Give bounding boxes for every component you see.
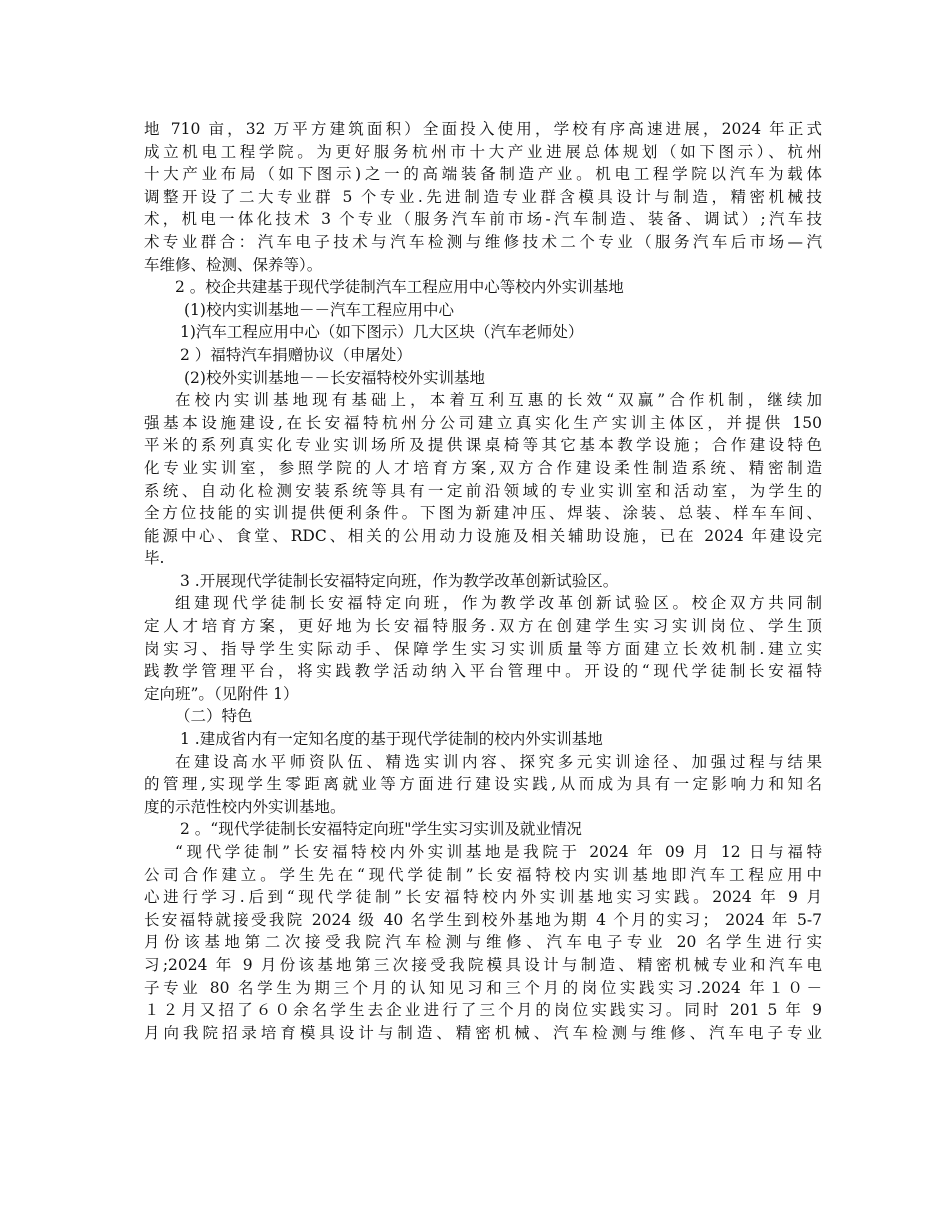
text-line: 子专业 80 名学生为期三个月的认知见习和三个月的岗位实践实习.2024 年１０－ — [144, 978, 822, 997]
text-line: 强基本设施建设,在长安福特杭州分公司建立真实化生产实训主体区，并提供 150 — [144, 413, 822, 432]
text-line: 2 ）福特汽车捐赠协议（申屠处） — [180, 345, 412, 364]
text-line: 公司合作建立。学生先在“现代学徒制”长安福特校内实训基地即汽车工程应用中 — [144, 865, 822, 884]
text-line: 习;2024 年 9 月份该基地第三次接受我院模具设计与制造、精密机械专业和汽车电 — [144, 955, 822, 974]
text-line: 1)汽车工程应用中心（如下图示）几大区块（汽车老师处） — [180, 323, 584, 342]
text-line: 在建设高水平师资队伍、精选实训内容、探究多元实训途径、加强过程与结果 — [175, 752, 822, 771]
text-line: 化专业实训室，参照学院的人才培育方案,双方合作建设柔性制造系统、精密制造 — [144, 458, 822, 477]
text-line: 车维修、检测、保养等）。 — [144, 255, 323, 274]
text-line: 心进行学习.后到“现代学徒制”长安福特校内外实训基地实习实践。2024 年 9 月 — [144, 888, 822, 907]
text-line: 1 .建成省内有一定知名度的基于现代学徒制的校内外实训基地 — [180, 730, 603, 749]
text-line: “现代学徒制”长安福特校内外实训基地是我院于 2024 年 09 月 12 日与福特 — [175, 843, 822, 861]
text-line: 月向我院招录培育模具设计与制造、精密机械、汽车检测与维修、汽车电子专业 — [144, 1023, 822, 1042]
text-line: 术专业群合：汽车电子技术与汽车检测与维修技术二个专业（服务汽车后市场—汽 — [144, 232, 822, 251]
text-line: （二）特色 — [175, 707, 253, 726]
text-line: 地 710 亩，32 万平方建筑面积）全面投入使用，学校有序高速进展，2024 年正式 — [144, 120, 822, 138]
text-line: 十大产业布局（如下图示)之一的高端装备制造产业。机电工程学院以汽车为载体 — [144, 165, 822, 184]
text-line: 岗实习、指导学生实际动手、保障学生实习实训质量等方面建立长效机制.建立实 — [144, 639, 822, 658]
text-line: 定人才培育方案，更好地为长安福特服务.双方在创建学生实习实训岗位、学生顶 — [144, 617, 822, 636]
text-line: 调整开设了二大专业群 5 个专业.先进制造专业群含模具设计与制造，精密机械技 — [144, 187, 822, 206]
text-line: 全方位技能的实训提供便利条件。下图为新建冲压、焊装、涂装、总装、样车车间、 — [144, 504, 822, 523]
text-line: 术，机电一体化技术 3 个专业（服务汽车前市场-汽车制造、装备、调试）;汽车技 — [144, 210, 822, 229]
text-line: 的管理,实现学生零距离就业等方面进行建设实践,从而成为具有一定影响力和知名 — [144, 775, 822, 794]
text-line: 3 .开展现代学徒制长安福特定向班，作为教学改革创新试验区。 — [180, 571, 619, 590]
text-line: 2 。“现代学徒制长安福特定向班"学生实习实训及就业情况 — [180, 820, 582, 839]
text-line: １２月又招了６０余名学生去企业进行了三个月的岗位实践实习。同时 201 5 年 9 — [144, 1001, 822, 1020]
text-line: 度的示范性校内外实训基地。 — [144, 797, 346, 816]
text-line: 在校内实训基地现有基础上，本着互利互惠的长效“双赢”合作机制，继续加 — [175, 391, 822, 410]
text-line: 系统、自动化检测安装系统等具有一定前沿领域的专业实训室和活动室，为学生的 — [144, 481, 822, 500]
text-line: (2)校外实训基地－－长安福特校外实训基地 — [184, 368, 485, 387]
text-line: 组建现代学徒制长安福特定向班，作为教学改革创新试验区。校企双方共同制 — [175, 594, 822, 613]
text-line: 定向班”。（见附件 1） — [144, 684, 299, 703]
text-line: 2 。校企共建基于现代学徒制汽车工程应用中心等校内外实训基地 — [175, 278, 624, 297]
text-line: 毕. — [144, 549, 165, 568]
document-body — [144, 118, 822, 1044]
text-line: 成立机电工程学院。为更好服务杭州市十大产业进展总体规划（如下图示）、杭州 — [144, 142, 822, 161]
text-line: 能源中心、食堂、RDC、相关的公用动力设施及相关辅助设施，已在 2024 年建设完 — [144, 526, 822, 545]
text-line: 长安福特就接受我院 2024 级 40 名学生到校外基地为期 4 个月的实习； 2024 年 5-7 — [144, 910, 822, 929]
text-line: (1)校内实训基地－－汽车工程应用中心 — [184, 300, 454, 319]
text-line: 平米的系列真实化专业实训场所及提供课桌椅等其它基本教学设施；合作建设特色 — [144, 436, 822, 455]
text-line: 践教学管理平台，将实践教学活动纳入平台管理中。开设的“现代学徒制长安福特 — [144, 662, 822, 681]
text-line: 月份该基地第二次接受我院汽车检测与维修、汽车电子专业 20 名学生进行实 — [144, 933, 822, 952]
